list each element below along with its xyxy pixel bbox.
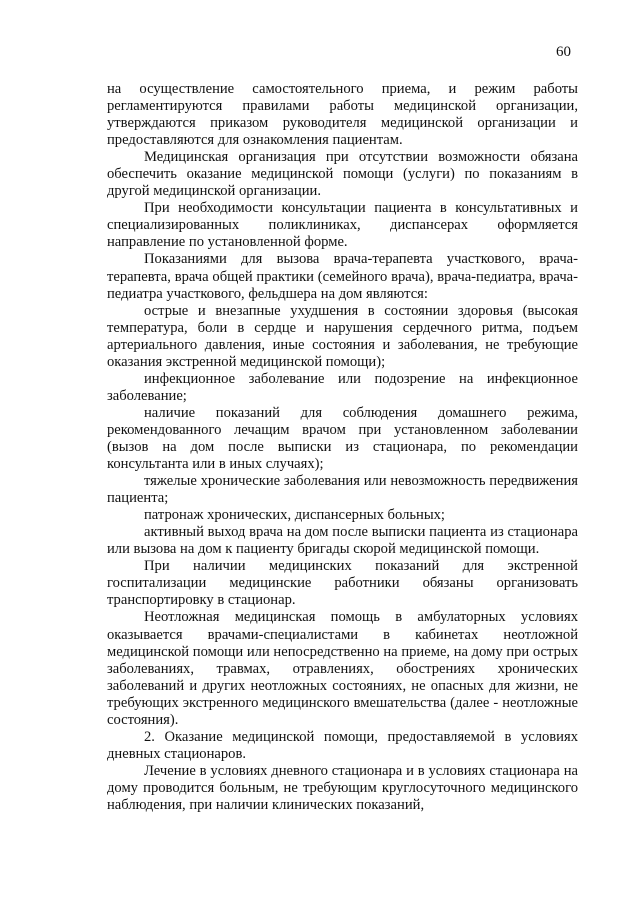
page-number: 60 [556,44,571,60]
paragraph: Неотложная медицинская помощь в амбулаторных условиях оказывается врачами-специалистами в кабинетах неотложной медицинской помощи или непосредственно на приеме, на дому при острых заболеваниях, травмах, отравлениях, обострениях хронических заболеваний и других неотложных состояниях, не опасных для жизни, не требующих экстренного медицинского вмешательства (далее - неотложные состояния). [107,609,578,728]
paragraph: При необходимости консультации пациента в консультативных и специализированных поликлиниках, диспансерах оформляется направление по установленной форме. [107,200,578,251]
paragraph: инфекционное заболевание или подозрение на инфекционное заболевание; [107,370,578,404]
paragraph: При наличии медицинских показаний для экстренной госпитализации медицинские работники обязаны организовать транспортировку в стационар. [107,558,578,609]
paragraph: патронаж хронических, диспансерных больных; [144,507,445,524]
paragraph: Лечение в условиях дневного стационара и в условиях стационара на дому проводится больным, не требующим круглосуточного медицинского наблюдения, при наличии клинических показаний, [107,762,578,813]
paragraph: активный выход врача на дом после выписки пациента из стационара или вызова на дом к пациенту бригады скорой медицинской помощи. [107,524,578,558]
paragraph: Медицинская организация при отсутствии возможности обязана обеспечить оказание медицинской помощи (услуги) по показаниям в другой медицинской организации. [107,149,578,200]
paragraph: на осуществление самостоятельного приема, и режим работы регламентируются правилами работы медицинской организации, утверждаются приказом руководителя медицинской организации и предоставляются для ознакомления пациентам. [107,81,578,149]
paragraph: наличие показаний для соблюдения домашнего режима, рекомендованного лечащим врачом при установленном заболевании (вызов на дом после выписки из стационара, по рекомендации консультанта или в иных случаях); [107,404,578,473]
paragraph: острые и внезапные ухудшения в состоянии здоровья (высокая температура, боли в сердце и нарушения сердечного ритма, подъем артериального давления, иные состояния и заболевания, не требующие оказания экстренной медицинской помощи); [107,302,578,370]
paragraph: тяжелые хронические заболевания или невозможность передвижения пациента; [107,473,578,507]
body-text [107,81,578,814]
paragraph: 2. Оказание медицинской помощи, предоставляемой в условиях дневных стационаров. [107,728,578,762]
paragraph: Показаниями для вызова врача-терапевта участкового, врача-терапевта, врача общей практики (семейного врача), врача-педиатра, врача-педиатра участкового, фельдшера на дом являются: [107,251,578,302]
